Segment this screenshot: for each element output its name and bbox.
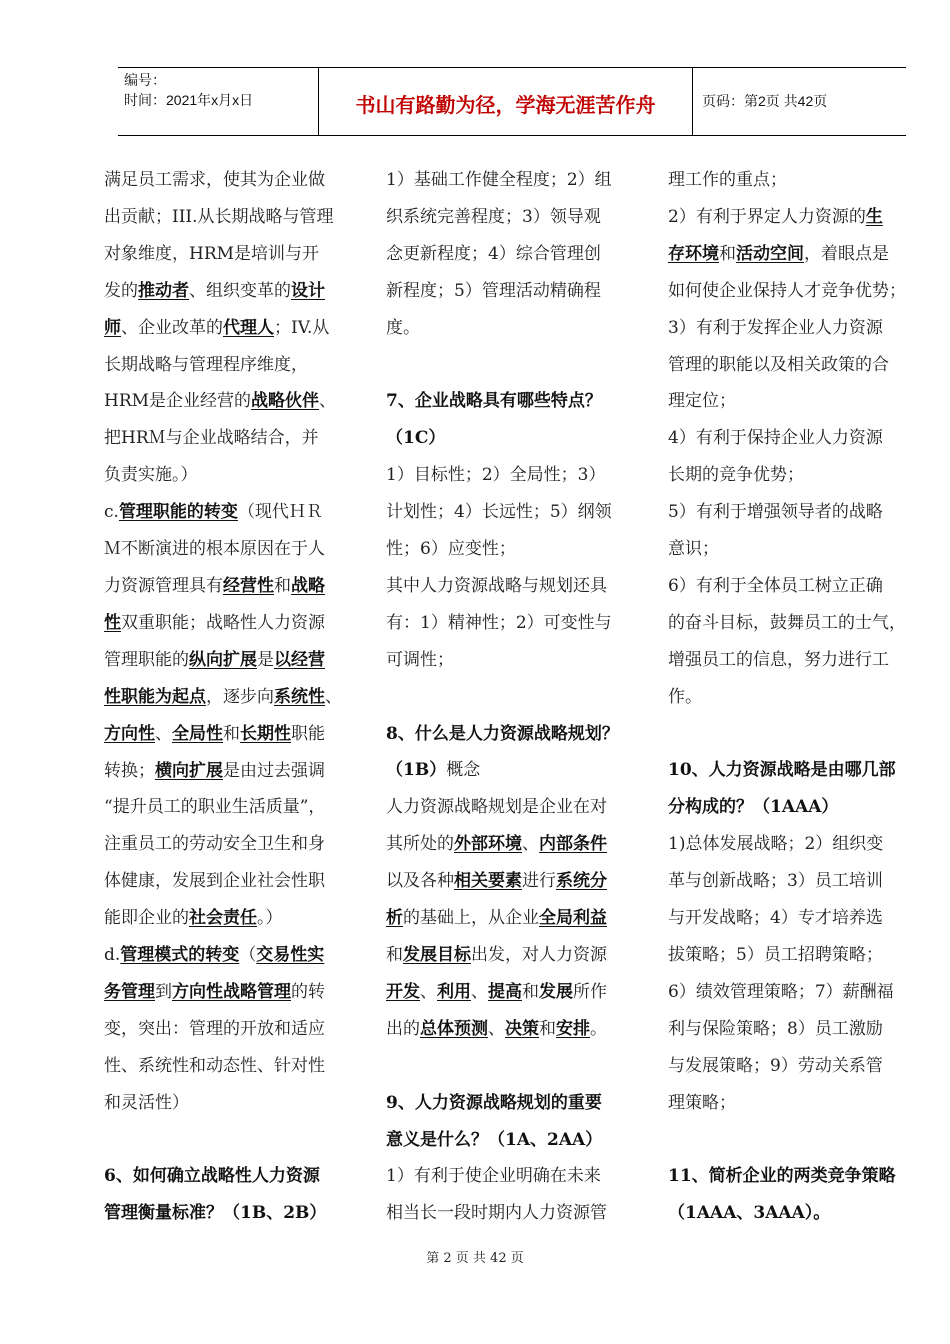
bold-text: 10、人力资源战略是由哪几部 bbox=[668, 760, 896, 781]
text-line bbox=[104, 1011, 362, 1048]
emphasized-term: 以经营 bbox=[274, 649, 325, 670]
emphasized-term: 提高 bbox=[488, 981, 522, 1002]
text-run: （现代ＨＲ bbox=[237, 502, 323, 523]
text-line bbox=[104, 531, 362, 568]
text-run: 负责实施。） bbox=[104, 465, 198, 486]
text-line bbox=[668, 457, 930, 494]
text-line bbox=[668, 679, 930, 716]
text-line bbox=[386, 752, 644, 789]
text-run: 能即企业的 bbox=[104, 908, 189, 929]
text-run: 度。 bbox=[386, 317, 420, 338]
text-line bbox=[104, 642, 362, 679]
text-run: 转换； bbox=[104, 760, 155, 781]
emphasized-term: 方向性 bbox=[104, 723, 155, 744]
text-run: 、组织变革的 bbox=[189, 280, 291, 301]
bold-text: 9、人力资源战略规划的重要 bbox=[386, 1092, 602, 1113]
text-run: 所作 bbox=[573, 981, 607, 1002]
text-line bbox=[668, 789, 930, 826]
text-run: 。 bbox=[590, 1018, 607, 1039]
bold-text: 发展 bbox=[539, 981, 573, 1002]
text-run: 3）有利于发挥企业人力资源 bbox=[668, 317, 883, 338]
text-run: 理定位； bbox=[668, 391, 736, 412]
text-run: 职能 bbox=[291, 723, 325, 744]
text-run: 和 bbox=[522, 981, 539, 1002]
text-run: 、 bbox=[319, 391, 337, 412]
text-line bbox=[668, 1048, 930, 1085]
text-run: 和 bbox=[274, 575, 291, 596]
text-line bbox=[104, 236, 362, 273]
text-line bbox=[386, 826, 644, 863]
text-run: 如何使企业保持人才竞争优势； bbox=[668, 280, 906, 301]
text-line bbox=[386, 863, 644, 900]
text-run: ，逐步向 bbox=[206, 686, 274, 707]
text-line bbox=[386, 273, 644, 310]
text-line bbox=[668, 347, 930, 384]
text-line bbox=[104, 1195, 362, 1232]
text-line bbox=[386, 1158, 644, 1195]
emphasized-term: 全局利益 bbox=[539, 908, 607, 929]
text-run: 的基础上，从企业 bbox=[403, 908, 539, 929]
text-line bbox=[386, 605, 644, 642]
emphasized-term: 利用 bbox=[437, 981, 471, 1002]
text-line bbox=[668, 494, 930, 531]
emphasized-term: 推动者 bbox=[138, 280, 189, 301]
paragraph-gap bbox=[668, 716, 930, 753]
emphasized-term: 性 bbox=[104, 612, 121, 633]
text-line bbox=[668, 310, 930, 347]
text-run: 其中人力资源战略与规划还具 bbox=[386, 575, 607, 596]
text-run: 利与保险策略；8）员工激励 bbox=[668, 1018, 883, 1039]
text-run: 长期战略与管理程序维度， bbox=[104, 354, 308, 375]
emphasized-term: 经营性 bbox=[223, 575, 274, 596]
text-line bbox=[104, 826, 362, 863]
emphasized-term: 生 bbox=[865, 206, 883, 227]
text-line bbox=[668, 1195, 930, 1232]
text-run: 满足员工需求，使其为企业做 bbox=[104, 170, 325, 190]
text-line bbox=[668, 900, 930, 937]
text-run: 、 bbox=[488, 1018, 505, 1039]
emphasized-term: 设计 bbox=[291, 280, 325, 301]
emphasized-term: 代理人 bbox=[223, 317, 274, 338]
text-line bbox=[668, 1158, 930, 1195]
text-run: d. bbox=[104, 945, 121, 966]
text-line bbox=[668, 199, 930, 236]
text-run: 是 bbox=[257, 649, 274, 670]
text-run: 变，突出：管理的开放和适应 bbox=[104, 1018, 325, 1039]
text-line bbox=[386, 789, 644, 826]
text-line bbox=[386, 420, 644, 457]
emphasized-term: 横向扩展 bbox=[155, 760, 223, 781]
text-run: Ｍ不断演进的根本原因在于人 bbox=[104, 539, 325, 560]
text-line bbox=[104, 310, 362, 347]
text-run: （ bbox=[239, 945, 257, 966]
text-line bbox=[104, 937, 362, 974]
emphasized-term: 师 bbox=[104, 317, 121, 338]
text-line bbox=[668, 273, 930, 310]
text-line bbox=[668, 752, 930, 789]
text-run: 与发展策略；9）劳动关系管 bbox=[668, 1055, 883, 1076]
emphasized-term: 开发 bbox=[386, 981, 420, 1002]
text-run: 长期的竞争优势； bbox=[668, 465, 804, 486]
text-line bbox=[104, 900, 362, 937]
text-run: 1）有利于使企业明确在未来 bbox=[386, 1166, 601, 1187]
paragraph-gap bbox=[668, 1122, 930, 1159]
emphasized-term: 活动空间 bbox=[736, 243, 804, 264]
emphasized-term: 总体预测 bbox=[420, 1018, 488, 1039]
emphasized-term: 务管理 bbox=[104, 981, 155, 1002]
text-run: 理策略； bbox=[668, 1092, 736, 1113]
text-run: 出发，对人力资源 bbox=[471, 945, 607, 965]
text-line bbox=[386, 716, 644, 753]
text-run: 织系统完善程度；3）领导观 bbox=[386, 206, 601, 227]
page-header bbox=[118, 67, 906, 136]
text-run: 人力资源战略规划是企业在对 bbox=[386, 797, 607, 818]
paragraph-gap bbox=[386, 1048, 644, 1085]
text-run: 是由过去强调 bbox=[223, 760, 325, 781]
text-line bbox=[668, 420, 930, 457]
header-bottom-rule bbox=[118, 135, 906, 136]
text-line bbox=[668, 383, 930, 420]
text-line bbox=[104, 457, 362, 494]
text-column-left bbox=[104, 162, 362, 1232]
text-run: 注重员工的劳动安全卫生和身 bbox=[104, 834, 325, 855]
text-line bbox=[386, 1011, 644, 1048]
text-line bbox=[104, 199, 362, 236]
text-run: 出贡献；III.从长期战略与管理 bbox=[104, 206, 334, 227]
text-line bbox=[104, 679, 362, 716]
text-run: 的奋斗目标，鼓舞员工的士气， bbox=[668, 612, 906, 633]
text-run: 革与创新战略；3）员工培训 bbox=[668, 871, 883, 892]
text-run: 2）有利于界定人力资源的 bbox=[668, 206, 866, 227]
text-run: 、企业改革的 bbox=[121, 317, 223, 338]
text-run: 1）目标性；2）全局性；3） bbox=[386, 465, 606, 486]
bold-text: 8、什么是人力资源战略规划？ bbox=[386, 723, 619, 744]
text-run: 管理的职能以及相关政策的合 bbox=[668, 354, 889, 375]
text-line bbox=[386, 642, 644, 679]
text-run: 念更新程度；4）综合管理创 bbox=[386, 243, 601, 264]
bold-text: 11、简析企业的两类竞争策略 bbox=[668, 1166, 896, 1187]
text-run: 可调性； bbox=[386, 649, 454, 670]
text-line bbox=[104, 1158, 362, 1195]
emphasized-term: 系统性 bbox=[274, 686, 325, 707]
text-column-middle bbox=[386, 162, 644, 1232]
text-line bbox=[668, 937, 930, 974]
text-run: 把HRＭ与企业战略结合，并 bbox=[104, 428, 319, 449]
text-line bbox=[386, 162, 644, 199]
emphasized-term: 相关要素 bbox=[454, 871, 522, 892]
bold-text: （1AAA、3AAA）。 bbox=[668, 1203, 831, 1224]
emphasized-term: 战略伙伴 bbox=[251, 391, 320, 412]
emphasized-term: 全局性 bbox=[172, 723, 223, 744]
text-run: 新程度；5）管理活动精确程 bbox=[386, 280, 601, 301]
emphasized-term: 纵向扩展 bbox=[189, 649, 257, 670]
text-line bbox=[104, 420, 362, 457]
emphasized-term: 社会责任 bbox=[189, 908, 257, 929]
paragraph-gap bbox=[104, 1122, 362, 1159]
paragraph-gap bbox=[386, 347, 644, 384]
text-line bbox=[104, 568, 362, 605]
bold-text: 6、如何确立战略性人力资源 bbox=[104, 1166, 320, 1187]
emphasized-term: 内部条件 bbox=[539, 834, 607, 855]
text-run: ；IV.从 bbox=[274, 317, 330, 338]
text-run: 的转 bbox=[291, 981, 325, 1002]
text-line bbox=[668, 1085, 930, 1122]
emphasized-term: 存环境 bbox=[668, 243, 719, 264]
text-line bbox=[668, 642, 930, 679]
bold-text: （1C） bbox=[386, 428, 446, 449]
emphasized-term: 管理模式的转变 bbox=[120, 945, 240, 966]
text-line bbox=[386, 310, 644, 347]
text-run: 和 bbox=[386, 945, 403, 965]
text-run: 、 bbox=[522, 834, 539, 855]
text-run: 进行 bbox=[522, 871, 556, 892]
text-run: 有：1）精神性；2）可变性与 bbox=[386, 612, 612, 633]
text-run: 、 bbox=[420, 981, 437, 1002]
text-line bbox=[386, 236, 644, 273]
text-run: 力资源管理具有 bbox=[104, 575, 223, 596]
text-line bbox=[668, 568, 930, 605]
text-run: 6）绩效管理策略；7）薪酬福 bbox=[668, 981, 894, 1002]
text-column-right bbox=[668, 162, 930, 1232]
text-run: 增强员工的信息，努力进行工 bbox=[668, 649, 889, 670]
text-line bbox=[668, 531, 930, 568]
paragraph-gap bbox=[386, 679, 644, 716]
text-run: 4）有利于保持企业人力资源 bbox=[668, 428, 883, 449]
text-run: c. bbox=[104, 502, 119, 523]
text-run: 双重职能；战略性人力资源 bbox=[121, 612, 325, 633]
text-line bbox=[386, 383, 644, 420]
text-line bbox=[386, 494, 644, 531]
text-run: 和 bbox=[539, 1018, 556, 1039]
text-run: 发的 bbox=[104, 280, 138, 301]
text-line bbox=[104, 383, 362, 420]
text-line bbox=[386, 974, 644, 1011]
text-run: 1)总体发展战略；2）组织变 bbox=[668, 834, 884, 855]
text-line bbox=[104, 974, 362, 1011]
emphasized-term: 系统分 bbox=[556, 871, 607, 892]
text-line bbox=[668, 605, 930, 642]
text-line bbox=[386, 900, 644, 937]
text-run: 作。 bbox=[668, 686, 702, 707]
text-run: 管理职能的 bbox=[104, 649, 189, 670]
text-line bbox=[104, 605, 362, 642]
header-number-label: 编号： bbox=[124, 72, 166, 88]
text-run: ，着眼点是 bbox=[804, 243, 889, 264]
header-page-label: 页码：第2页 共42页 bbox=[702, 93, 828, 109]
text-run: 。） bbox=[257, 908, 283, 929]
text-run: 1）基础工作健全程度；2）组 bbox=[386, 170, 612, 190]
text-run: 意识； bbox=[668, 539, 719, 560]
bold-text: （1B） bbox=[386, 760, 447, 781]
text-run: 与开发战略；4）专才培养选 bbox=[668, 908, 883, 929]
text-run: “提升员工的职业生活质量”， bbox=[104, 797, 326, 818]
text-line bbox=[668, 863, 930, 900]
text-line bbox=[668, 162, 930, 199]
header-time-label: 时间：2021年x月x日 bbox=[124, 92, 254, 108]
text-run: 和灵活性） bbox=[104, 1092, 189, 1113]
emphasized-term: 性职能为起点 bbox=[104, 686, 206, 707]
text-line bbox=[386, 1195, 644, 1232]
text-line bbox=[386, 199, 644, 236]
header-top-rule bbox=[118, 67, 906, 68]
bold-text: 7、企业战略具有哪些特点？ bbox=[386, 391, 602, 412]
text-run: 相当长一段时期内人力资源管 bbox=[386, 1203, 607, 1224]
text-line bbox=[386, 937, 644, 974]
text-run: 计划性；4）长远性；5）纲领 bbox=[386, 502, 612, 523]
text-line bbox=[668, 974, 930, 1011]
emphasized-term: 外部环境 bbox=[454, 834, 522, 855]
text-line bbox=[668, 1011, 930, 1048]
header-motto: 书山有路勤为径，学海无涯苦作舟 bbox=[355, 93, 656, 117]
text-line bbox=[668, 826, 930, 863]
text-run: 性；6）应变性； bbox=[386, 539, 516, 560]
emphasized-term: 交易性实 bbox=[256, 945, 325, 966]
bold-text: 意义是什么？（1A、2AA） bbox=[386, 1129, 603, 1150]
emphasized-term: 安排 bbox=[556, 1018, 590, 1039]
text-line bbox=[104, 1085, 362, 1122]
text-run: 5）有利于增强领导者的战略 bbox=[668, 502, 883, 523]
text-run: 对象维度，HRM是培训与开 bbox=[104, 243, 320, 264]
text-run: 拔策略；5）员工招聘策略； bbox=[668, 945, 883, 966]
emphasized-term: 析 bbox=[386, 908, 403, 929]
emphasized-term: 长期性 bbox=[240, 723, 291, 744]
text-run: 概念 bbox=[446, 760, 481, 781]
text-line bbox=[386, 457, 644, 494]
text-line bbox=[386, 1122, 644, 1159]
text-line bbox=[386, 568, 644, 605]
text-run: 、 bbox=[325, 686, 342, 707]
text-line bbox=[104, 753, 362, 790]
text-run: 其所处的 bbox=[386, 834, 454, 855]
text-run: 性、系统性和动态性、针对性 bbox=[104, 1055, 325, 1076]
emphasized-term: 管理职能的转变 bbox=[118, 502, 238, 523]
text-run: 和 bbox=[719, 243, 736, 264]
text-line bbox=[386, 531, 644, 568]
page-footer: 第 2 页 共 42 页 bbox=[426, 1251, 524, 1266]
text-run: 理工作的重点； bbox=[668, 170, 787, 190]
text-run: 、 bbox=[155, 723, 172, 744]
text-run: 以及各种 bbox=[386, 871, 454, 892]
emphasized-term: 发展目标 bbox=[403, 945, 471, 965]
emphasized-term: 方向性战略管理 bbox=[172, 981, 291, 1002]
text-run: 和 bbox=[223, 723, 240, 744]
text-run: HRM是企业经营的 bbox=[104, 391, 252, 412]
text-line bbox=[104, 863, 362, 900]
text-run: 到 bbox=[155, 981, 172, 1002]
text-line bbox=[104, 273, 362, 310]
text-run: 6）有利于全体员工树立正确 bbox=[668, 575, 883, 596]
bold-text: 管理衡量标准？（1B、2B） bbox=[104, 1203, 327, 1224]
emphasized-term: 决策 bbox=[505, 1018, 539, 1039]
text-line bbox=[104, 716, 362, 753]
emphasized-term: 战略 bbox=[291, 575, 325, 596]
text-line bbox=[104, 1048, 362, 1085]
text-run: 体健康，发展到企业社会性职 bbox=[104, 871, 325, 892]
text-line bbox=[104, 347, 362, 384]
text-run: 出的 bbox=[386, 1018, 420, 1039]
text-line bbox=[104, 789, 362, 826]
text-line bbox=[668, 236, 930, 273]
text-run: 、 bbox=[471, 981, 488, 1002]
bold-text: 分构成的？（1AAA） bbox=[668, 797, 839, 818]
text-line bbox=[386, 1085, 644, 1122]
text-line bbox=[104, 494, 362, 531]
text-line bbox=[104, 162, 362, 199]
